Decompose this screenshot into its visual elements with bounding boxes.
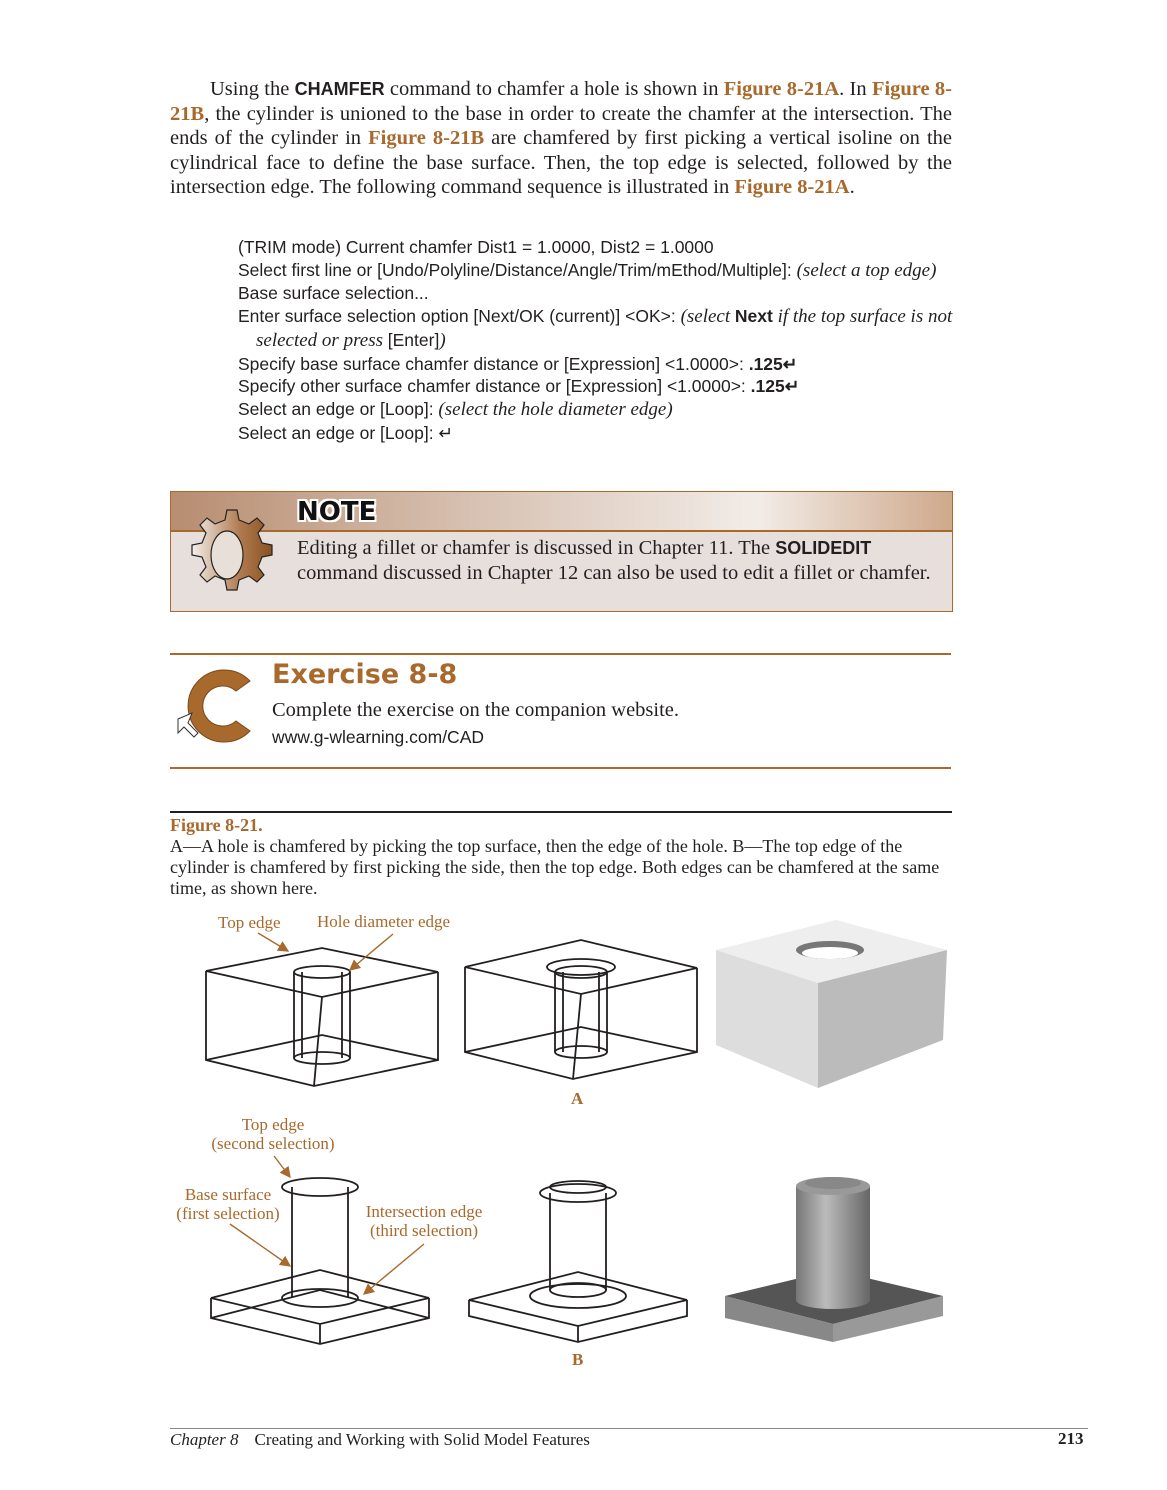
label-top-edge: Top edge [218,913,281,932]
shaded-block-a [716,920,947,1088]
shaded-post-b [725,1177,943,1342]
label-b: B [572,1350,584,1369]
exercise-text: Complete the exercise on the companion website. [272,699,680,721]
figure-ref[interactable]: Figure 8-21A [734,176,850,199]
body-paragraph: Using the CHAMFER command to chamfer a hole is shown in Figure 8-21A. In Figure 8-21B, the cylinder is unioned to the base in order to create the chamfer at the intersection. The ends of the cylinder in Figure 8-21B are chamfered by first picking a vertical isoline on the cylindrical face to define the base surface. Then, the top edge is selected, followed by the intersection edge. The following command sequence is illustrated in Figure 8-21A. [170,78,953,199]
note-text: Editing a fillet or chamfer is discussed in Chapter 11. The SOLIDEDIT command discussed in Chapter 12 can also be used to edit a fillet or chamfer. [297,537,931,584]
figure-ref[interactable]: Figure 8-21B [368,127,485,150]
footer [170,1430,590,1450]
footer-rule [170,1428,1088,1429]
footer-title: Creating and Working with Solid Model Features [254,1430,590,1449]
footer-chapter: Chapter 8 [170,1430,239,1449]
wireframe-a1 [206,948,438,1086]
label-intersection-edge: Intersection edge (third selection) [365,1202,483,1240]
exercise-title: Exercise 8-8 [272,659,458,690]
label-top-edge-second: Top edge (second selection) [211,1115,335,1153]
page-number: 213 [1058,1429,1084,1448]
figure-ref[interactable]: Figure 8-21B [170,78,953,125]
note-title: NOTE [297,497,377,527]
wireframe-b2 [469,1181,687,1342]
command-sequence: (TRIM mode) Current chamfer Dist1 = 1.0000, Dist2 = 1.0000 Select first line or [Undo/Polyline/Distance/Angle/Trim/mEthod/Multiple]: (select a top edge) Base surface selection... Enter surface selection option [Next/OK (current)] <OK>: (select Next if the top surface is not selected or press [Enter]) Specify base surface chamfer distance or [Expression] <1.0000>: .125↵ Specify other surface chamfer distance or [Expression] <1.0000>: .125↵ Select an edge or [Loop]: (select the hole diameter edge) Select an edge or [Loop]: ↵ [238,237,953,443]
wireframe-a2 [465,940,697,1079]
exercise-url[interactable]: www.g-wlearning.com/CAD [272,727,485,747]
figure-ref[interactable]: Figure 8-21A [723,78,840,100]
command-name: CHAMFER [294,79,385,99]
label-a: A [571,1089,584,1108]
label-base-surface: Base surface (first selection) [176,1185,280,1223]
label-hole-diameter-edge: Hole diameter edge [317,912,451,931]
figure-caption: A—A hole is chamfered by picking the top surface, then the edge of the hole. B—The top edge of the cylinder is chamfered by first picking the side, then the top edge. Both edges can be chamfered at the same time, as shown here. [170,836,940,898]
figure-title: Figure 8-21. [170,815,263,835]
